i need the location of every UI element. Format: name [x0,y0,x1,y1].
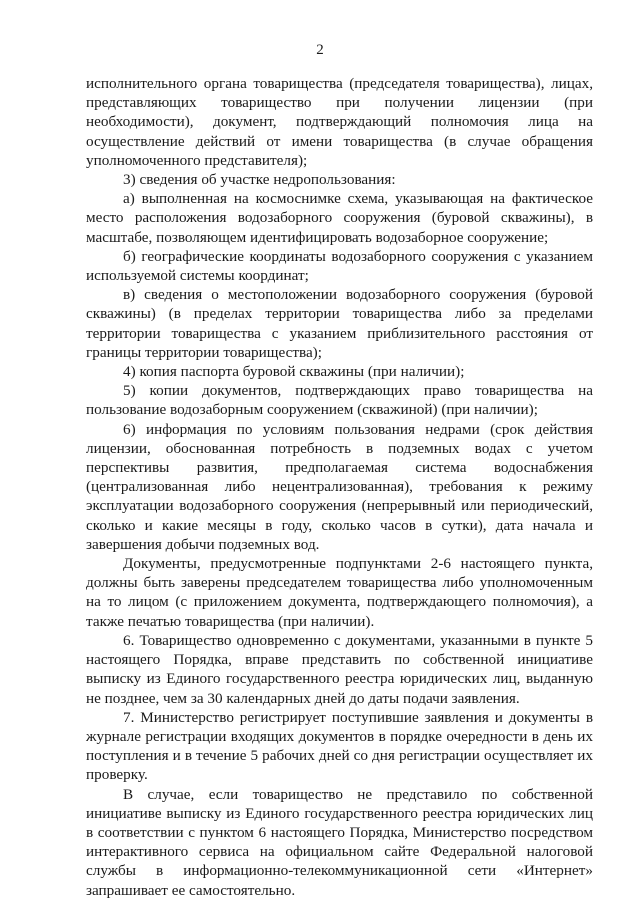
page-number: 2 [316,42,324,58]
paragraph-item-3a: а) выполненная на космоснимке схема, указывающая на фактическое место расположения водозаборного сооружения (буровой скважины), в масштабе, позволяющем идентифицировать водозаборное сооружение; [86,190,593,246]
paragraph-item-5: 5) копии документов, подтверждающих право товарищества на пользование водозаборным сооружением (скважиной) (при наличии); [86,382,593,419]
paragraph-ministry-request: В случае, если товарищество не представило по собственной инициативе выписку из Единого государственного реестра юридических лиц в соответствии с пунктом 6 настоящего Порядка, Министерство посредством интерактивного сервиса на официальном сайте Федеральной налоговой службы в информационно-телекоммуникационной сети «Интернет» запрашивает ее самостоятельно. [86,785,593,899]
paragraph-item-6-info: 6) информация по условиям пользования недрами (срок действия лицензии, обоснованная потребность в подземных водах с учетом перспективы развития, предполагаемая система водоснабжения (централизованная либо нецентрализованная), требования к режиму эксплуатации водозаборного сооружения (непрерывный или периодический, сколько и какие месяцы в году, сколько часов в сутки), дата начала и завершения добычи подземных вод. [86,420,593,553]
document-body [86,74,593,900]
paragraph-item-3: 3) сведения об участке недропользования: [123,171,396,189]
paragraph-item-3b: б) географические координаты водозаборного сооружения с указанием используемой системы координат; [86,247,593,285]
paragraph-item-3c: в) сведения о местоположении водозаборного сооружения (буровой скважины) (в пределах территории товарищества либо за пределами территории товарищества с указанием приблизительного расстояния от границы территории товарищества); [86,286,593,361]
paragraph-clause-6: 6. Товарищество одновременно с документами, указанными в пункте 5 настоящего Порядка, вправе представить по собственной инициативе выписку из Единого государственного реестра юридических лиц, выданную не позднее, чем за 30 календарных дней до даты подачи заявления. [86,631,593,707]
paragraph-clause-7: 7. Министерство регистрирует поступившие заявления и документы в журнале регистрации входящих документов в порядке очередности в день их поступления и в течение 5 рабочих дней со дня регистрации осуществляет их проверку. [86,708,593,784]
paragraph-continuation: исполнительного органа товарищества (председателя товарищества), лицах, представляющих товарищество при получении лицензии (при необходимости), документ, подтверждающий полномочия лица на осуществление действий от имени товарищества (в случае обращения уполномоченного представителя); [86,75,593,169]
paragraph-item-4: 4) копия паспорта буровой скважины (при наличии); [123,363,465,381]
paragraph-documents-certification: Документы, предусмотренные подпунктами 2-6 настоящего пункта, должны быть заверены председателем товарищества либо уполномоченным на то лицом (с приложением документа, подтверждающего полномочия), а также печатью товарищества (при наличии). [86,555,593,630]
